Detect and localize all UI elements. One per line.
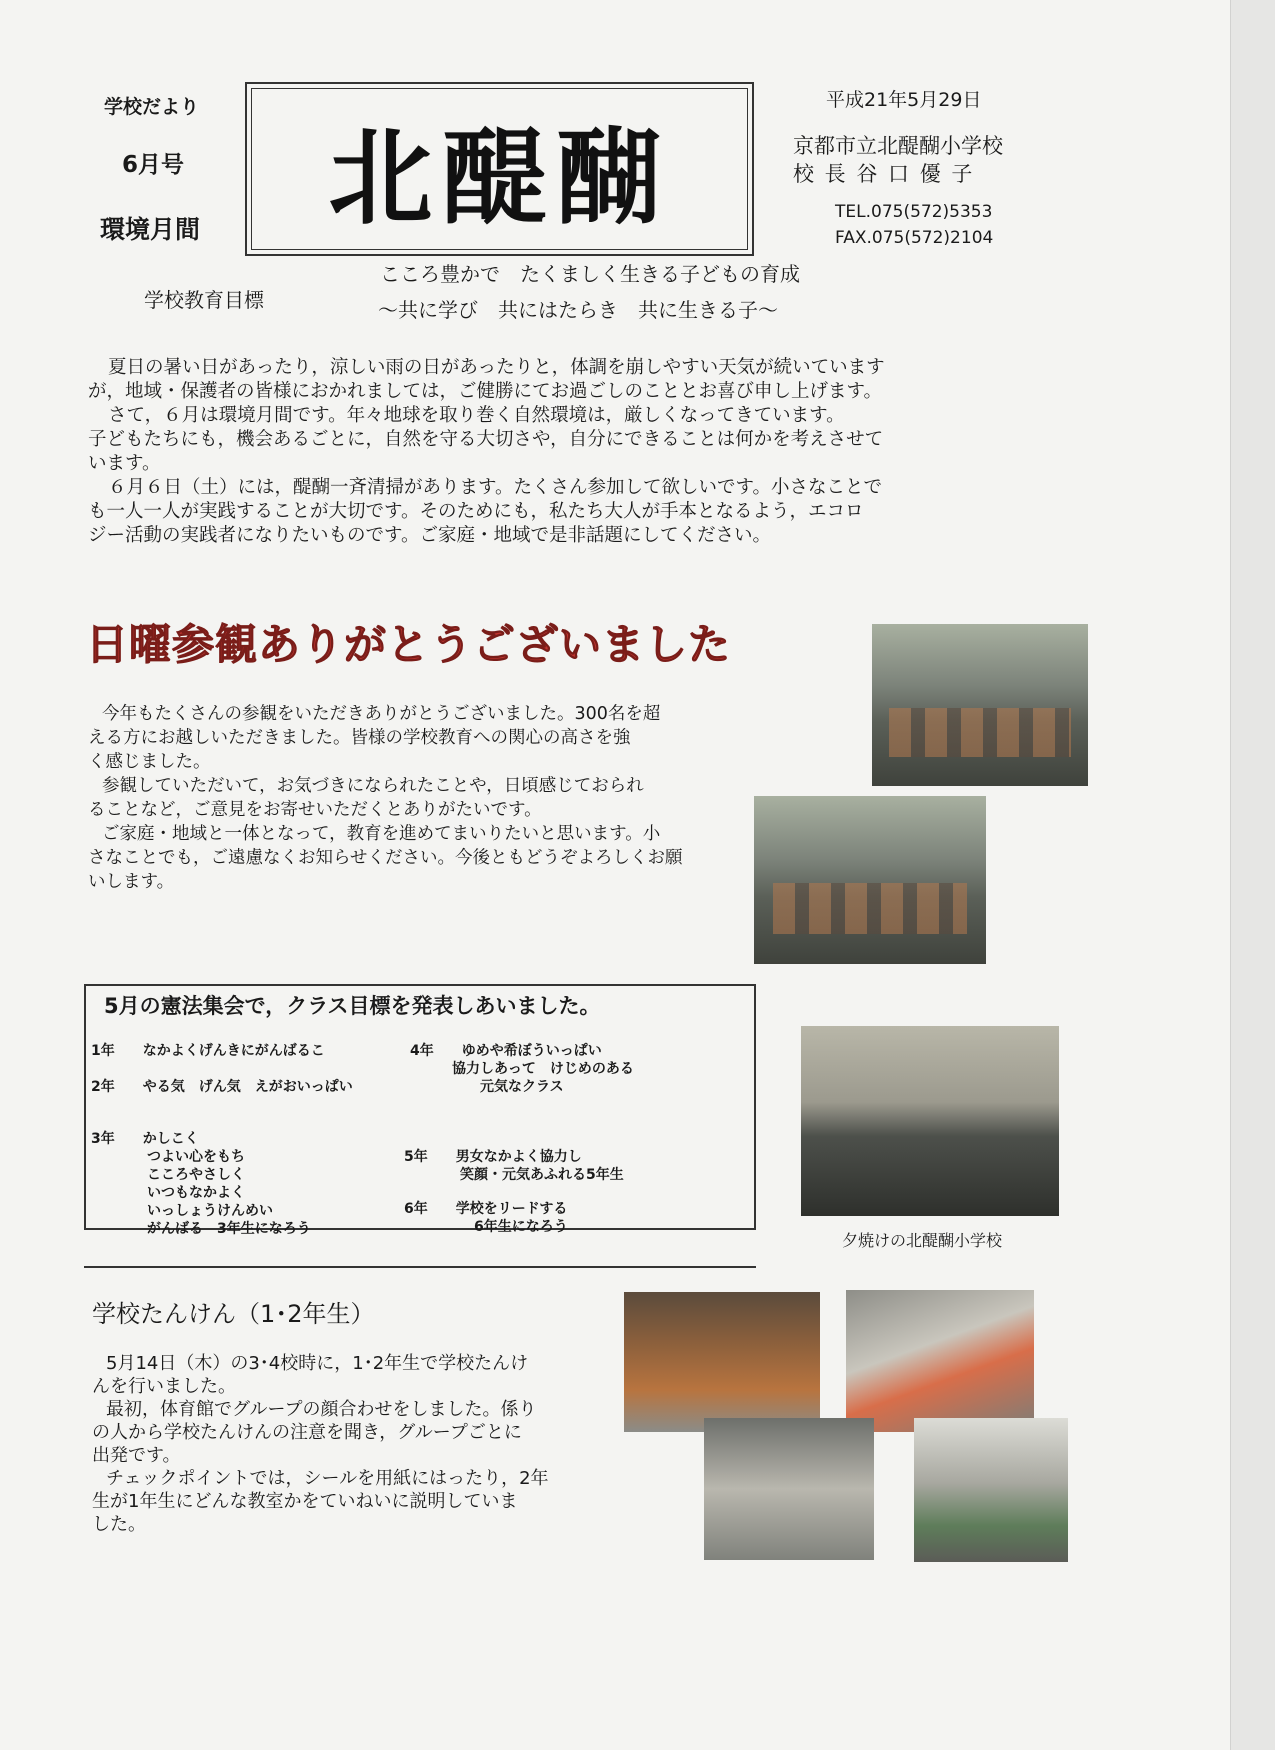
classroom-photo-1 [872, 624, 1088, 786]
masthead [245, 82, 754, 256]
fax-number: FAX.075(572)2104 [835, 228, 994, 248]
goal-grade-1: 1年 なかよくげんきにがんばるこ [91, 1043, 325, 1059]
goal-grade-4: 4年 ゆめや希ぼういっぱい 協力しあって けじめのある 元気なクラス [410, 1043, 634, 1095]
tanken-line: の人から学校たんけんの注意を聞き，グループごとに [92, 1422, 522, 1443]
gym-photo [624, 1292, 820, 1432]
goal-line1: こころ豊かで たくましく生きる子どもの育成 [380, 262, 800, 286]
class-goals-heading: 5月の憲法集会で，クラス目標を発表しあいました。 [104, 994, 601, 1018]
goal-grade-2: 2年 やる気 げん気 えがおいっぱい [91, 1079, 353, 1095]
goal-grade-5: 5年 男女なかよく協力し 笑顔・元気あふれる5年生 [404, 1149, 624, 1183]
classroom-photo-2 [754, 796, 986, 964]
sunset-caption: 夕焼けの北醍醐小学校 [842, 1231, 1003, 1250]
tanken-line: 5月14日（木）の3･4校時に，1･2年生で学校たんけ [106, 1353, 529, 1374]
page-edge [1230, 0, 1275, 1750]
goal-label: 学校教育目標 [144, 288, 264, 312]
sunday-heading: 日曜参観ありがとうございました [86, 620, 732, 669]
tanken-heading: 学校たんけん（1･2年生） [92, 1300, 375, 1328]
tanken-line: 出発です。 [92, 1445, 181, 1466]
hallway-photo [704, 1418, 874, 1560]
sunday-line: ご家庭・地域と一体となって，教育を進めてまいりたいと思います。小 [102, 824, 661, 844]
intro-line: います。 [88, 453, 161, 474]
goal-grade-6: 6年 学校をリードする 6年生になろう [404, 1201, 568, 1235]
section-divider [84, 1266, 756, 1268]
sunday-line: 今年もたくさんの参観をいただきありがとうございました。300名を超 [102, 704, 661, 724]
intro-line: が，地域・保護者の皆様におかれましては，ご健勝にてお過ごしのこととお喜び申し上げます。 [88, 381, 883, 402]
intro-line: 子どもたちにも，機会あるごとに，自然を守る大切さや，自分にできることは何かを考えさせて [88, 429, 884, 450]
issue-label: 6月号 [122, 152, 185, 178]
class-goals-box [84, 984, 756, 1237]
principal-name: 校 長 谷 口 優 子 [793, 162, 975, 186]
issue-date: 平成21年5月29日 [826, 89, 982, 111]
sunday-line: く感じました。 [88, 752, 211, 772]
tanken-line: 最初，体育館でグループの顔合わせをしました。係り [106, 1399, 537, 1420]
newsletter-title: 北醍醐 [328, 116, 671, 239]
goal-line2: ～共に学び 共にはたらき 共に生きる子～ [378, 298, 778, 322]
intro-line: さて，６月は環境月間です。年々地球を取り巻く自然環境は，厳しくなってきています。 [108, 405, 845, 426]
intro-text [88, 356, 1088, 548]
newsletter-label: 学校だより [104, 96, 200, 118]
sunday-line: 参観していただいて，お気づきになられたことや，日頃感じておられ [102, 776, 644, 796]
sunday-line: さなことでも，ご遠慮なくお知らせください。今後ともどうぞよろしくお願 [88, 848, 683, 868]
sunday-line: ることなど，ご意見をお寄せいただくとありがたいです。 [88, 800, 542, 820]
tanken-line: 生が1年生にどんな教室かをていねいに説明していま [92, 1491, 518, 1512]
tanken-line: んを行いました。 [92, 1376, 236, 1397]
sunday-line: いします。 [88, 872, 175, 892]
corridor-photo [914, 1418, 1068, 1562]
tanken-line: チェックポイントでは，シールを用紙にはったり，2年 [106, 1468, 549, 1489]
tanken-text [92, 1352, 632, 1536]
children-photo [846, 1290, 1034, 1432]
sunday-line: える方にお越しいただきました。皆様の学校教育への関心の高さを強 [88, 728, 631, 748]
intro-line: ジー活動の実践者になりたいものです。ご家庭・地域で是非話題にしてください。 [88, 525, 772, 546]
intro-line: も一人一人が実践することが大切です。そのためにも，私たち大人が手本となるよう，エコロ [88, 501, 864, 522]
goal-grade-3: 3年 かしこく つよい心をもち こころやさしく いつもなかよく いっしょうけんめい がんばる 3年生になろう [91, 1131, 311, 1237]
intro-line: ６月６日（土）には，醍醐一斉清掃があります。たくさん参加して欲しいです。小さなことで [108, 477, 883, 498]
tel-number: TEL.075(572)5353 [835, 202, 993, 222]
school-name: 京都市立北醍醐小学校 [793, 134, 1003, 158]
theme-label: 環境月間 [100, 215, 201, 244]
school-sunset-photo [801, 1026, 1059, 1216]
intro-line: 夏日の暑い日があったり，涼しい雨の日があったりと，体調を崩しやすい天気が続いています [108, 357, 885, 378]
sunday-text [88, 702, 748, 894]
tanken-line: した。 [92, 1514, 146, 1535]
